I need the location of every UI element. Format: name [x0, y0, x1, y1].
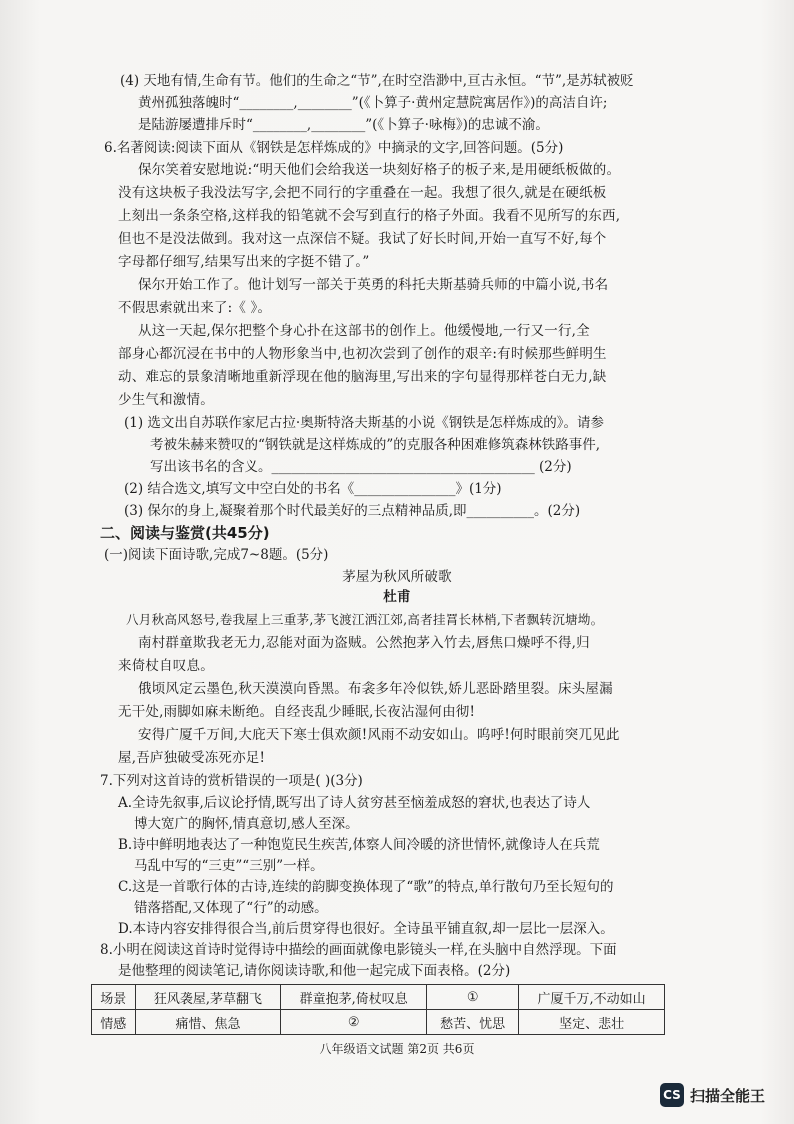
q7-option-b: B.诗中鲜明地表达了一种饱览民生疾苦,体察人间冷暖的济世情怀,就像诗人在兵荒 — [118, 837, 600, 853]
q7-option-a: A.全诗先叙事,后议论抒情,既写出了诗人贫穷甚至恼羞成怒的窘状,也表达了诗人 — [118, 795, 591, 811]
q6-p3-line: 少生气和激情。 — [118, 392, 214, 408]
poem-line: 无干处,雨脚如麻未断绝。自经丧乱少睡眠,长夜沾湿何由彻! — [118, 704, 476, 720]
q4-line2: 黄州孤独落魄时“________,________”(《卜算子·黄州定慧院寓居作》)的高洁自许; — [138, 95, 608, 111]
q6-sub1-line: 考被朱赫来赞叹的“钢铁就是这样炼成的”的克服各种困难修筑森林铁路事件, — [150, 437, 601, 453]
table-cell: 痛惜、焦急 — [135, 1010, 281, 1035]
section-heading: 二、阅读与鉴赏(共45分) — [100, 524, 270, 542]
watermark-label: 扫描全能王 — [690, 1086, 766, 1105]
page-footer: 八年级语文试题 第2页 共6页 — [319, 1042, 475, 1056]
poem-line: 安得广厦千万间,大庇天下寒士俱欢颜!风雨不动安如山。呜呼!何时眼前突兀见此 — [138, 727, 620, 743]
poem-title: 茅屋为秋风所破歌 — [342, 569, 452, 585]
q6-p1-line: 字母都仔细写,结果写出来的字挺不错了。” — [118, 254, 370, 270]
poem-line: 屋,吾庐独破受冻死亦足! — [118, 750, 266, 766]
table-cell: 群童抱茅,倚杖叹息 — [281, 985, 427, 1010]
q4-line1: (4) 天地有情,生命有节。他们的生命之“节”,在时空浩渺中,亘古永恒。“节”,是苏轼被贬 — [120, 73, 634, 89]
table-cell: 狂风袭屋,茅草翻飞 — [135, 985, 281, 1010]
q4-line3: 是陆游屡遭排斥时“________,________”(《卜算子·咏梅》)的忠诚不渝。 — [138, 117, 549, 133]
q7-option-c: C.这是一首歌行体的古诗,连续的韵脚变换体现了“歌”的特点,单行散句乃至长短句的 — [118, 879, 614, 895]
q6-p1-line: 没有这块板子我没法写字,会把不同行的字重叠在一起。我想了很久,就是在硬纸板 — [118, 185, 607, 201]
table-cell: 愁苦、忧思 — [427, 1010, 519, 1035]
q7-option-b: 马乱中写的“三吏”“三别”一样。 — [134, 858, 324, 874]
q8-stem: 是他整理的阅读笔记,请你阅读诗歌,和他一起完成下面表格。(2分) — [118, 963, 511, 979]
q6-title: 6.名著阅读:阅读下面从《钢铁是怎样炼成的》中摘录的文字,回答问题。(5分) — [104, 140, 564, 156]
q6-sub1-line: 写出该书名的含义。_______________________________________ (2分) — [150, 459, 572, 475]
table-cell: 广厦千万,不动如山 — [519, 985, 665, 1010]
part-heading: (一)阅读下面诗歌,完成7~8题。(5分) — [104, 547, 329, 563]
table-row-header: 情感 — [92, 1010, 136, 1035]
table-row-header: 场景 — [92, 985, 136, 1010]
poem-line: 俄顷风定云墨色,秋天漠漠向昏黑。布衾多年冷似铁,娇儿恶卧踏里裂。床头屋漏 — [138, 681, 613, 697]
poem-line: 来倚杖自叹息。 — [118, 658, 214, 674]
q6-p3-line: 部身心都沉浸在书中的人物形象当中,也初次尝到了创作的艰辛:有时候那些鲜明生 — [118, 346, 607, 362]
q7-option-a: 博大宽广的胸怀,情真意切,感人至深。 — [134, 816, 359, 832]
table-cell[interactable]: ② — [281, 1010, 427, 1035]
table-cell: 坚定、悲壮 — [519, 1010, 665, 1035]
poem-author: 杜甫 — [383, 589, 411, 605]
q6-p1-line: 但也不是没法做到。我对这一点深信不疑。我试了好长时间,开始一直写不好,每个 — [118, 231, 607, 247]
q6-p1-line: 上刻出一条条空格,这样我的铅笔就不会写到直行的格子外面。我看不见所写的东西, — [118, 208, 621, 224]
table-cell[interactable]: ① — [427, 985, 519, 1010]
q6-p1-line: 保尔笑着安慰地说:“明天他们会给我送一块刻好格子的板子来,是用硬纸板做的。 — [138, 162, 621, 178]
q6-sub2: (2) 结合选文,填写文中空白处的书名《_______________》(1分) — [124, 481, 502, 497]
q8-stem: 8.小明在阅读这首诗时觉得诗中描绘的画面就像电影镜头一样,在头脑中自然浮现。下面 — [100, 942, 617, 958]
q7-option-c: 错落搭配,又体现了“行”的动感。 — [134, 900, 328, 916]
q6-p2-line: 保尔开始工作了。他计划写一部关于英勇的科托夫斯基骑兵师的中篇小说,书名 — [138, 277, 609, 293]
q6-p3-line: 动、难忘的景象清晰地重新浮现在他的脑海里,写出来的字句显得那样苍白无力,缺 — [118, 369, 607, 385]
q6-sub3: (3) 保尔的身上,凝聚着那个时代最美好的三点精神品质,即__________。(2分) — [124, 503, 581, 519]
q7-stem: 7.下列对这首诗的赏析错误的一项是( )(3分) — [100, 773, 363, 789]
q6-sub1-line: (1) 选文出自苏联作家尼古拉·奥斯特洛夫斯基的小说《钢铁是怎样炼成的》。请参 — [124, 415, 604, 431]
poem-line: 南村群童欺我老无力,忍能对面为盗贼。公然抱茅入竹去,唇焦口燥呼不得,归 — [138, 635, 590, 651]
camscanner-icon: CS — [660, 1083, 684, 1107]
q7-option-d: D.本诗内容安排得很合当,前后贯穿得也很好。全诗虽平铺直叙,却一层比一层深入。 — [118, 921, 614, 937]
q6-p2-line: 不假思索就出来了:《 》。 — [118, 300, 272, 316]
poem-line: 八月秋高风怒号,卷我屋上三重茅,茅飞渡江洒江郊,高者挂罥长林梢,下者飘转沉塘坳。 — [126, 612, 604, 627]
q6-p3-line: 从这一天起,保尔把整个身心扑在这部书的创作上。他缓慢地,一行又一行,全 — [138, 323, 590, 339]
